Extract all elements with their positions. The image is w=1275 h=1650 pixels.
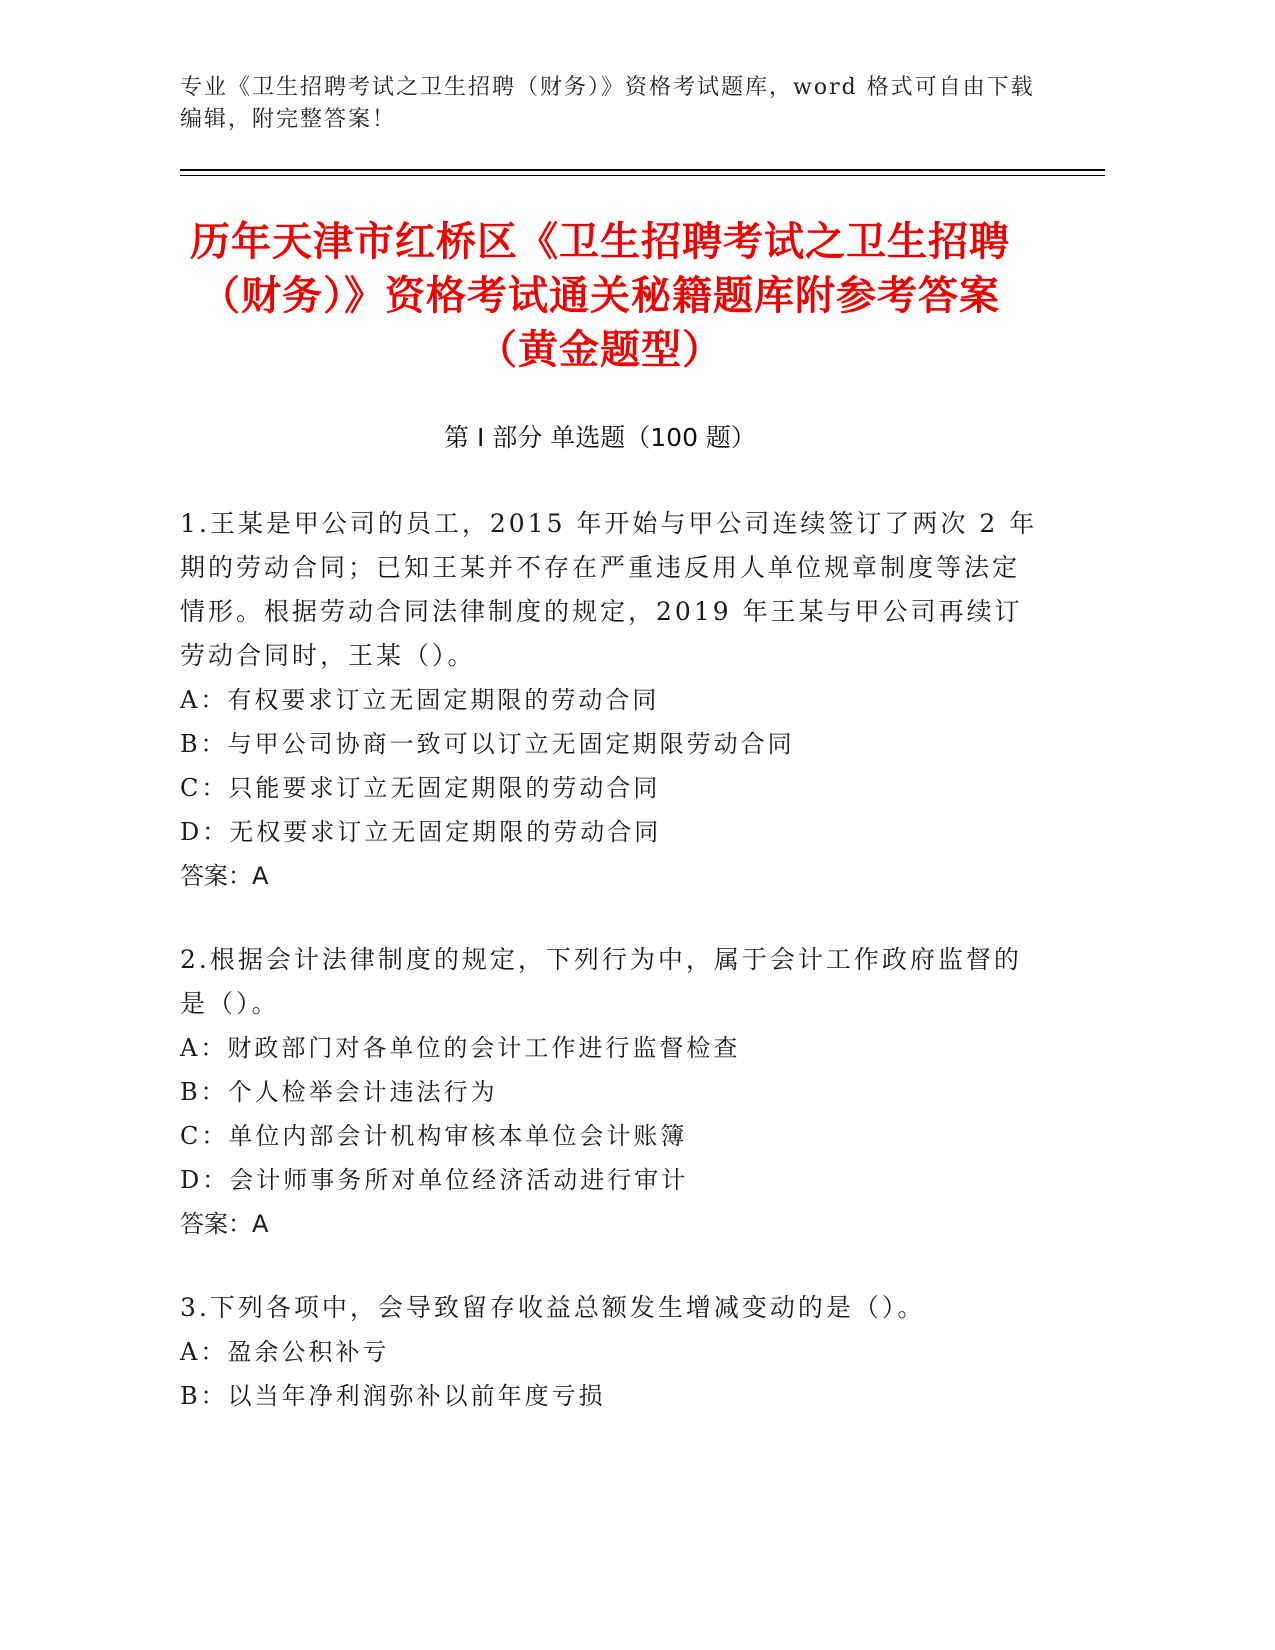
question-1-option-b: B：与甲公司协商一致可以订立无固定期限劳动合同: [180, 730, 795, 758]
question-2-option-d: D：会计师事务所对单位经济活动进行审计: [180, 1166, 689, 1194]
header-rule-thick: [180, 169, 1105, 171]
question-2-text: 2.根据会计法律制度的规定，下列行为中，属于会计工作政府监督的是（）。: [180, 945, 1022, 1018]
question-1-text: 1.王某是甲公司的员工，2015 年开始与甲公司连续签订了两次 2 年期的劳动合同；已知王某并不存在严重违反用人单位规章制度等法定情形。根据劳动合同法律制度的规定，2019 年王某与甲公司再续订劳动合同时，王某（）。: [180, 509, 1038, 670]
question-2-option-c: C：单位内部会计机构审核本单位会计账簿: [180, 1122, 688, 1150]
question-2-option-b: B：个人检举会计违法行为: [180, 1078, 498, 1106]
question-2-option-a: A：财政部门对各单位的会计工作进行监督检查: [180, 1034, 741, 1062]
document-title: 历年天津市红桥区《卫生招聘考试之卫生招聘（财务）》资格考试通关秘籍题库附参考答案（黄金题型）: [190, 219, 1010, 373]
question-1-option-d: D：无权要求订立无固定期限的劳动合同: [180, 818, 662, 846]
question-2-answer: 答案：A: [180, 1210, 269, 1238]
question-1-option-a: A：有权要求订立无固定期限的劳动合同: [180, 686, 660, 714]
question-1: [180, 502, 1040, 898]
question-3: [180, 1286, 1040, 1418]
question-1-answer: 答案：A: [180, 862, 269, 890]
question-3-text: 3.下列各项中，会导致留存收益总额发生增减变动的是（）。: [180, 1293, 926, 1322]
header-rule-thin: [180, 175, 1105, 176]
question-3-option-b: B：以当年净利润弥补以前年度亏损: [180, 1382, 606, 1410]
header-note: 专业《卫生招聘考试之卫生招聘（财务）》资格考试题库，word 格式可自由下载编辑，附完整答案！: [180, 75, 1035, 132]
question-3-option-a: A：盈余公积补亏: [180, 1338, 390, 1366]
question-1-option-c: C：只能要求订立无固定期限的劳动合同: [180, 774, 661, 802]
question-2: [180, 938, 1040, 1246]
section-heading: 第 I 部分 单选题（100 题）: [444, 423, 756, 452]
